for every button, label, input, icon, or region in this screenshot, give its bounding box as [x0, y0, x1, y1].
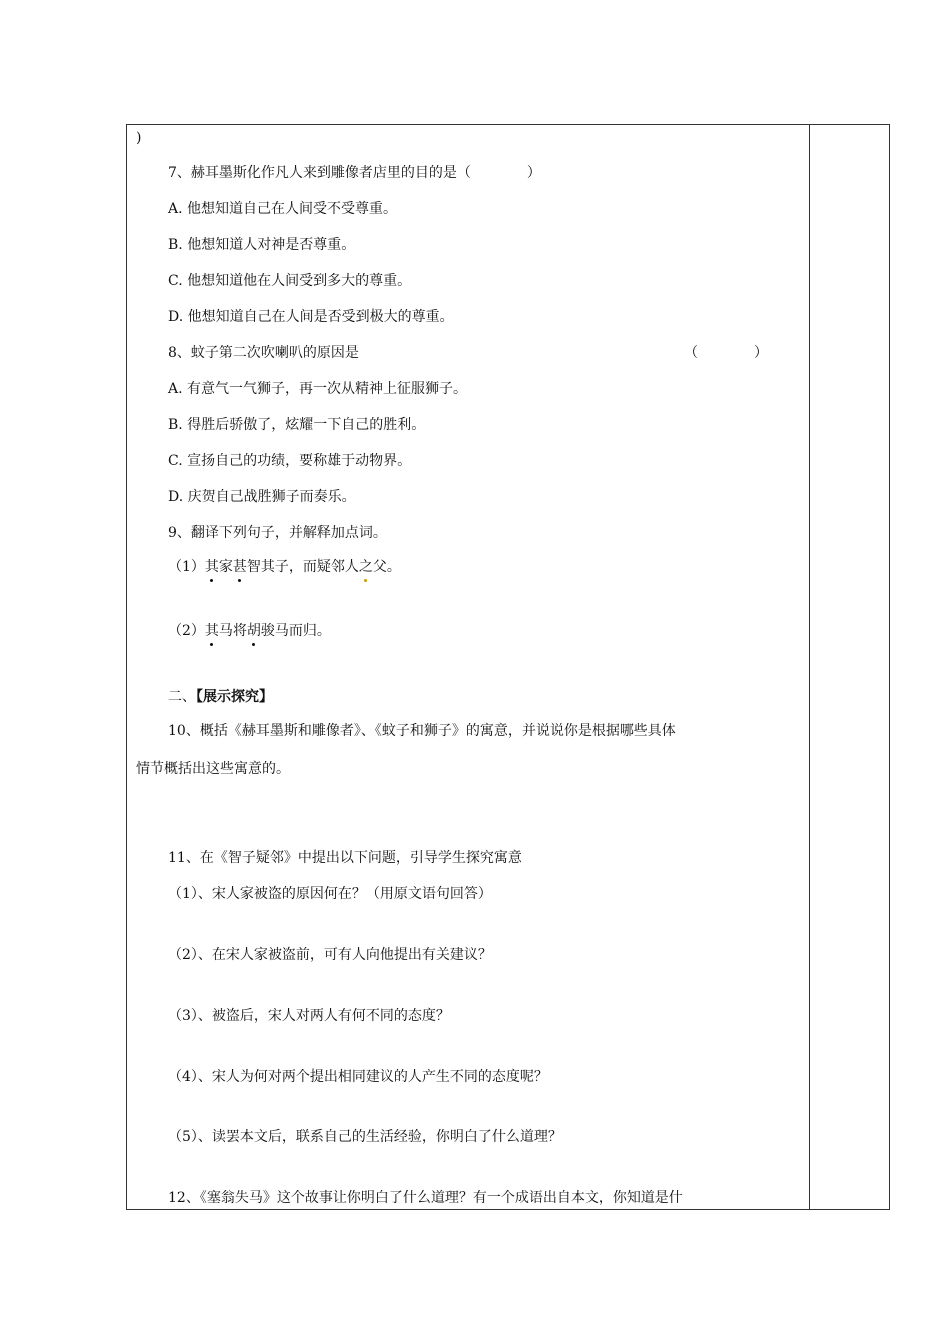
section-2-heading	[168, 688, 273, 706]
sentence-2-text: 骏马而归。	[260, 623, 331, 639]
question-11-part-5: （5）、读罢本文后，联系自己的生活经验，你明白了什么道理？	[168, 1129, 562, 1145]
dotted-word-zhi: 之	[358, 559, 373, 575]
sentence-2-number: （2）	[168, 623, 205, 639]
question-7-option-a: A. 他想知道自己在人间受不受尊重。	[168, 201, 398, 217]
question-11: 11、在《智子疑邻》中提出以下问题，引导学生探究寓意	[168, 850, 522, 866]
question-8-option-a: A. 有意气一气狮子，再一次从精神上征服狮子。	[168, 381, 468, 397]
question-8-option-b: B. 得胜后骄傲了，炫耀一下自己的胜利。	[168, 417, 426, 433]
dotted-word-qi-2: 其	[204, 623, 219, 639]
sentence-1-number: （1）	[168, 559, 205, 575]
question-7: 7、赫耳墨斯化作凡人来到雕像者店里的目的是（ ）	[168, 165, 541, 181]
question-8-answer-paren: （ ）	[684, 345, 768, 361]
question-11-part-4: （4）、宋人为何对两个提出相同建议的人产生不同的态度呢？	[168, 1069, 548, 1085]
question-8-option-c: C. 宣扬自己的功绩，要称雄于动物界。	[168, 453, 412, 469]
question-12: 12、《塞翁失马》这个故事让你明白了什么道理？有一个成语出自本文，你知道是什	[168, 1190, 683, 1206]
question-11-part-2: （2）、在宋人家被盗前，可有人向他提出有关建议？	[168, 947, 492, 963]
section-2-title: 【展示探究】	[196, 689, 273, 705]
sentence-1-text: 父。	[372, 559, 401, 575]
question-9: 9、翻译下列句子，并解释加点词。	[168, 525, 387, 541]
section-2-number: 二、	[168, 689, 196, 705]
sentence-1-text: 家	[218, 559, 233, 575]
question-9-sentence-2	[168, 622, 331, 640]
closing-paren-continuation: )	[136, 130, 142, 146]
question-8: 8、蚊子第二次吹喇叭的原因是	[168, 345, 359, 361]
question-7-option-d: D. 他想知道自己在人间是否受到极大的尊重。	[168, 309, 454, 325]
sentence-2-text: 马将	[218, 623, 247, 639]
dotted-word-qi: 其	[204, 559, 219, 575]
question-11-part-1: （1）、宋人家被盗的原因何在？（用原文语句回答）	[168, 886, 492, 902]
question-9-sentence-1	[168, 558, 401, 576]
question-10-line-1: 10、概括《赫耳墨斯和雕像者》、《蚊子和狮子》的寓意，并说说你是根据哪些具体	[168, 723, 676, 739]
sentence-1-text: 其子，而疑邻人	[260, 559, 359, 575]
sentence-1-text: 智	[246, 559, 261, 575]
question-10-line-2: 情节概括出这些寓意的。	[136, 761, 290, 777]
question-7-option-c: C. 他想知道他在人间受到多大的尊重。	[168, 273, 412, 289]
column-divider	[809, 125, 810, 1209]
dotted-word-hu: 胡	[246, 623, 261, 639]
dotted-word-shen: 甚	[232, 559, 247, 575]
question-11-part-3: （3）、被盗后，宋人对两人有何不同的态度？	[168, 1008, 450, 1024]
question-8-option-d: D. 庆贺自己战胜狮子而奏乐。	[168, 489, 356, 505]
question-7-option-b: B. 他想知道人对神是否尊重。	[168, 237, 356, 253]
